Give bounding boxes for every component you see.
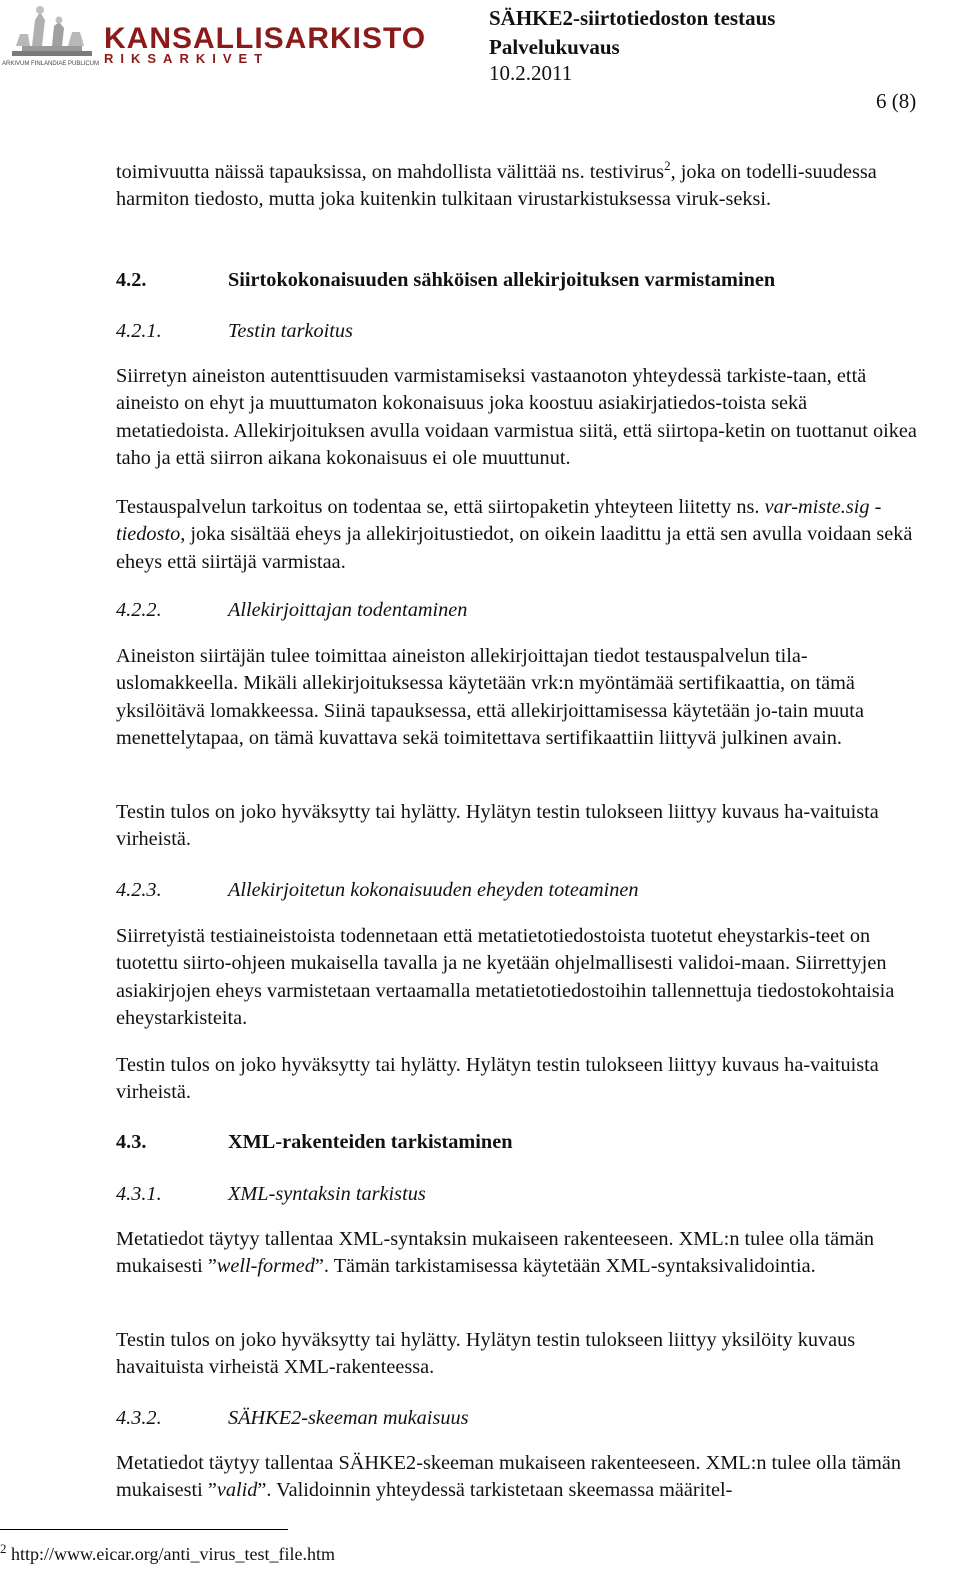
- footnote-marker: 2: [0, 1541, 7, 1556]
- section-heading-4-2: [116, 267, 775, 294]
- subsection-number: 4.3.2.: [116, 1407, 162, 1429]
- paragraph-text: , joka sisältää eheys ja allekirjoitustiedot, on oikein laadittu ja että sen avulla voidaan sekä eheys että siirtäjä varmistaa.: [116, 523, 913, 573]
- subsection-number: 4.2.1.: [116, 320, 162, 342]
- intro-text-1: toimivuutta näissä tapauksissa, on mahdollista välittää ns. testivirus: [116, 161, 665, 183]
- intro-paragraph: [116, 159, 920, 214]
- subsection-title: Testin tarkoitus: [228, 320, 353, 342]
- section-heading-4-3: [116, 1129, 512, 1156]
- paragraph-4-3-1-a: [116, 1226, 920, 1281]
- footnote: [0, 1543, 335, 1565]
- subsection-heading-4-2-2: [116, 597, 467, 624]
- paragraph-text: ”. Validoinnin yhteydessä tarkistetaan skeemassa määritel-: [257, 1479, 733, 1502]
- subsection-title: Allekirjoitetun kokonaisuuden eheyden toteaminen: [228, 879, 639, 901]
- paragraph-text: ”. Tämän tarkistamisessa käytetään XML-syntaksivalidointia.: [314, 1255, 816, 1278]
- section-number: 4.3.: [116, 1131, 147, 1153]
- emphasis-text: well-formed: [216, 1255, 315, 1278]
- page-number: 6 (8): [876, 89, 917, 113]
- footnote-separator: [0, 1529, 288, 1530]
- document-date: 10.2.2011: [489, 61, 573, 85]
- section-number: 4.2.: [116, 269, 147, 291]
- paragraph-text: Metatiedot täytyy tallentaa XML-syntaksin mukaiseen rakenteeseen. XML:n tulee olla tämän mukaisesti ”: [116, 1228, 875, 1278]
- subsection-number: 4.3.1.: [116, 1183, 162, 1205]
- subsection-title: Allekirjoittajan todentaminen: [228, 599, 468, 621]
- subsection-title: XML-syntaksin tarkistus: [228, 1183, 426, 1205]
- logo-motto: ARKIVUM FINLANDIAE PUBLICUM: [2, 61, 100, 67]
- document-title: SÄHKE2-siirtotiedoston testaus: [489, 6, 776, 30]
- paragraph-4-2-3-a: Siirretyistä testiaineistoista todennetaan että metatietotiedostoista tuotetut eheystarkis-teet on tuotettu siirto-ohjeen mukaisella tavalla ja ne kyetään ohjelmallisesti validoi-maan. Siirrettyjen asiakirjojen eheys varmistetaan vertaamalla metatietotiedostoihin tallennettuja tiedostokohtaisia eheystarkisteita.: [116, 925, 895, 1029]
- subsection-heading-4-2-3: [116, 877, 639, 904]
- paragraph-4-2-2-a: Aineiston siirtäjän tulee toimittaa aineiston allekirjoittajan tiedot testauspalvelun tila-uslomakkeella. Mikäli allekirjoituksessa käytetään vrk:n myöntämää sertifikaattia, on tämä yksilöitävä lomakkeessa. Siinä tapauksessa, että allekirjoittamisessa käytetään jo-tain muuta menettelytapaa, on tämä kuvattava sekä toimitettava sertifikaattiin liittyvä julkinen avain.: [116, 645, 864, 749]
- subsection-number: 4.2.2.: [116, 599, 162, 621]
- subsection-number: 4.2.3.: [116, 879, 162, 901]
- paragraph-4-2-2-b: Testin tulos on joko hyväksytty tai hylätty. Hylätyn testin tulokseen liittyy kuvaus ha-vaituista virheistä.: [116, 801, 879, 851]
- paragraph-4-2-3-b: Testin tulos on joko hyväksytty tai hylätty. Hylätyn testin tulokseen liittyy kuvaus ha-vaituista virheistä.: [116, 1054, 879, 1104]
- section-title: Siirtokokonaisuuden sähköisen allekirjoituksen varmistaminen: [228, 269, 776, 291]
- subsection-title: SÄHKE2-skeeman mukaisuus: [228, 1407, 469, 1429]
- footnote-reference: 2: [664, 158, 671, 174]
- filename-text: var-miste.sig -tiedosto: [116, 496, 882, 546]
- document-subtitle: Palvelukuvaus: [489, 35, 620, 59]
- emphasis-text: valid: [216, 1479, 258, 1502]
- subsection-heading-4-2-1: [116, 318, 353, 345]
- intro-text-2: , joka on todelli-suudessa harmiton tiedosto, mutta joka kuitenkin tulkitaan virustarkistuksessa viruk-seksi.: [116, 161, 877, 211]
- subsection-heading-4-3-1: [116, 1181, 426, 1208]
- paragraph-4-3-1-b: Testin tulos on joko hyväksytty tai hylätty. Hylätyn testin tulokseen liittyy yksilöity kuvaus havaituista virheistä XML-rakenteessa.: [116, 1329, 856, 1379]
- section-title: XML-rakenteiden tarkistaminen: [228, 1131, 513, 1153]
- archive-emblem-logo: [2, 2, 100, 68]
- subsection-heading-4-3-2: [116, 1405, 469, 1432]
- paragraph-4-2-1-b: [116, 494, 920, 576]
- logo-name: KANSALLISARKISTO: [104, 22, 427, 55]
- paragraph-text: Metatiedot täytyy tallentaa SÄHKE2-skeeman mukaiseen rakenteeseen. XML:n tulee olla tämän mukaisesti ”: [116, 1452, 902, 1502]
- paragraph-4-3-2-a: [116, 1450, 920, 1505]
- paragraph-text: Testauspalvelun tarkoitus on todentaa se, että siirtopaketin yhteyteen liitetty ns.: [116, 496, 760, 518]
- logo-subname: RIKSARKIVET: [104, 51, 270, 66]
- footnote-link[interactable]: http://www.eicar.org/anti_virus_test_file.htm: [6, 1544, 335, 1564]
- paragraph-4-2-1-a: Siirretyn aineiston autenttisuuden varmistamiseksi vastaanoton yhteydessä tarkiste-taan, että aineisto on ehyt ja muuttumaton kokonaisuus joka koostuu asiakirjatiedos-toista sekä metatiedoista. Allekirjoituksen avulla voidaan varmistua siitä, että siirtopa-ketin on tuottanut oikea taho ja että siirron aikana kokonaisuus ei ole muuttunut.: [116, 365, 917, 469]
